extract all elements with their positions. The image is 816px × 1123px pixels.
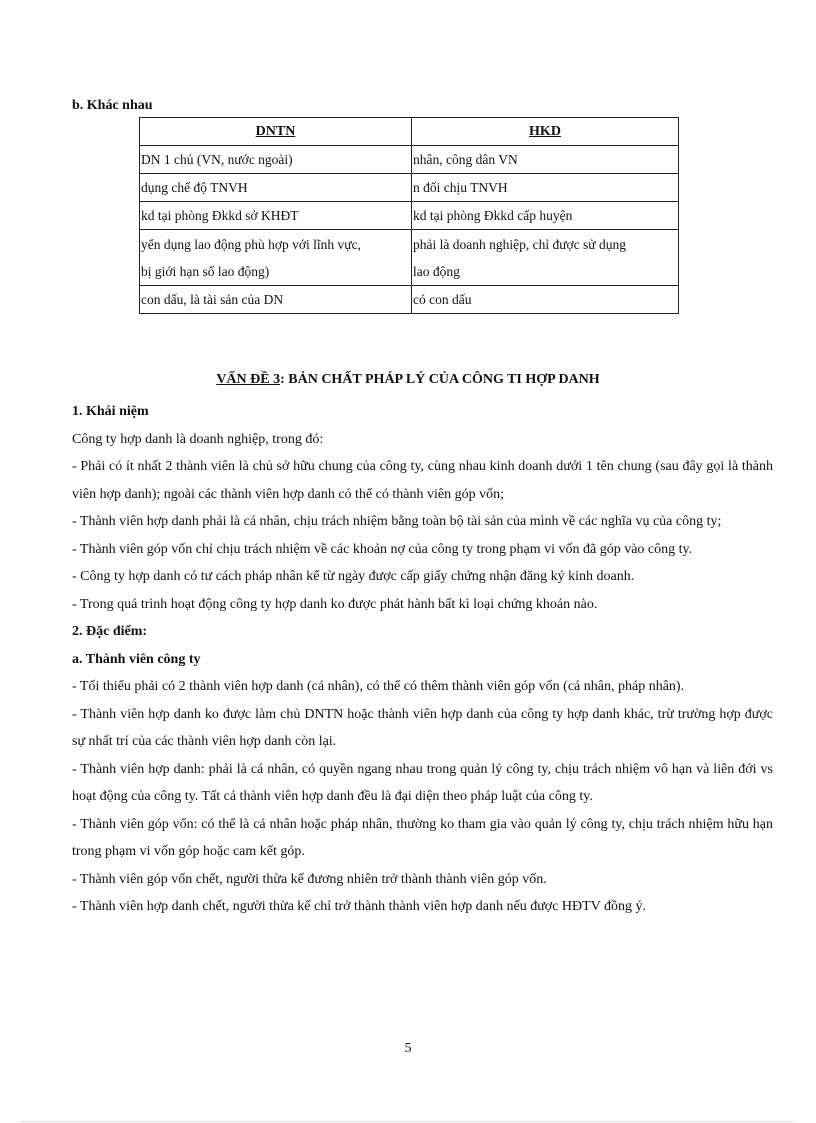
- paragraph: - Thành viên hợp danh ko được làm chủ DNTN hoặc thành viên hợp danh của công ty hợp danh khác, trừ trường hợp được sự nhất trí của các thành viên hợp danh còn lại.: [72, 706, 773, 749]
- table-cell: [412, 202, 679, 230]
- page-bottom-divider: [20, 1121, 796, 1122]
- table-cell: [412, 146, 679, 174]
- cell-text: DN 1 chủ (VN, nước ngoài): [141, 151, 293, 167]
- table-row: [140, 286, 679, 314]
- paragraph: Công ty hợp danh là doanh nghiệp, trong đó:: [72, 431, 324, 447]
- table-cell: [412, 174, 679, 202]
- cell-text: dụng chế độ TNVH: [141, 179, 248, 195]
- heading-khai-niem: 1. Khái niệm: [72, 404, 149, 419]
- paragraph: - Thành viên hợp danh phải là cá nhân, chịu trách nhiệm bằng toàn bộ tài sản của mình về các nghĩa vụ của công ty;: [72, 514, 722, 529]
- table-cell: [140, 230, 412, 286]
- cell-text: lao động: [413, 263, 460, 279]
- table-cell: [140, 286, 412, 314]
- cell-text: nhân, công dân VN: [413, 151, 518, 167]
- header-dntn: DNTN: [140, 118, 412, 146]
- section-b-heading: b. Khác nhau: [72, 98, 153, 113]
- table-row: [140, 146, 679, 174]
- cell-text: phải là doanh nghiệp, chỉ được sử dụng: [413, 236, 626, 252]
- comparison-table: [139, 117, 679, 314]
- paragraph: - Thành viên góp vốn chết, người thừa kế đương nhiên trở thành thành viên góp vốn.: [72, 871, 547, 887]
- cell-text: kd tại phòng Đkkd cấp huyện: [413, 207, 573, 223]
- table-header-row: [140, 118, 679, 146]
- paragraph: - Công ty hợp danh có tư cách pháp nhân kể từ ngày được cấp giấy chứng nhận đăng ký kinh doanh.: [72, 569, 635, 584]
- cell-text: bị giới hạn số lao động): [141, 263, 270, 279]
- section-3-title: [0, 372, 816, 388]
- heading-dac-diem: 2. Đặc điểm:: [72, 624, 148, 639]
- paragraph: - Trong quá trình hoạt động công ty hợp danh ko được phát hành bất kì loại chứng khoán nào.: [72, 596, 598, 612]
- table-cell: [140, 174, 412, 202]
- paragraph: - Thành viên góp vốn: có thể là cá nhân hoặc pháp nhân, thường ko tham gia vào quản lý công ty, chịu trách nhiệm hữu hạn trong phạm vi vốn góp hoặc cam kết góp.: [72, 816, 773, 859]
- document-body: [72, 398, 773, 921]
- table-row: [140, 174, 679, 202]
- page-number: 5: [404, 1041, 412, 1056]
- cell-text: yển dụng lao động phù hợp với lĩnh vực,: [141, 236, 361, 252]
- header-hkd: HKD: [412, 118, 679, 146]
- paragraph: - Thành viên góp vốn chỉ chịu trách nhiệm về các khoản nợ của công ty trong phạm vi vốn đã góp vào công ty.: [72, 541, 693, 557]
- cell-text: n đối chịu TNVH: [413, 179, 508, 195]
- paragraph: - Thành viên hợp danh: phải là cá nhân, có quyền ngang nhau trong quản lý công ty, chịu trách nhiệm vô hạn và liên đới vs hoạt động của công ty. Tất cả thành viên hợp danh đều là đại diện theo pháp luật của công ty.: [72, 761, 773, 804]
- table-cell: [140, 146, 412, 174]
- heading-thanh-vien: a. Thành viên công ty: [72, 651, 201, 667]
- paragraph: - Thành viên hợp danh chết, người thừa kế chỉ trở thành thành viên hợp danh nếu được HĐTV đồng ý.: [72, 899, 647, 914]
- table-cell: [412, 286, 679, 314]
- cell-text: con dấu, là tài sản của DN: [141, 291, 284, 307]
- paragraph: - Tối thiểu phải có 2 thành viên hợp danh (cá nhân), có thể có thêm thành viên góp vốn (cá nhân, pháp nhân).: [72, 679, 685, 694]
- table-row: [140, 230, 679, 286]
- table-row: [140, 202, 679, 230]
- paragraph: - Phải có ít nhất 2 thành viên là chủ sở hữu chung của công ty, cùng nhau kinh doanh dưới 1 tên chung (sau đây gọi là thành viên hợp danh); ngoài các thành viên hợp danh có thể có thành viên góp vốn;: [72, 459, 773, 502]
- cell-text: kd tại phòng Đkkd sở KHĐT: [141, 207, 299, 223]
- cell-text: có con dấu: [413, 291, 472, 307]
- table-cell: [412, 230, 679, 286]
- section-3-title-prefix: VẤN ĐỀ 3: [216, 372, 281, 387]
- table-cell: [140, 202, 412, 230]
- section-3-title-text: : BẢN CHẤT PHÁP LÝ CỦA CÔNG TI HỢP DANH: [280, 372, 600, 387]
